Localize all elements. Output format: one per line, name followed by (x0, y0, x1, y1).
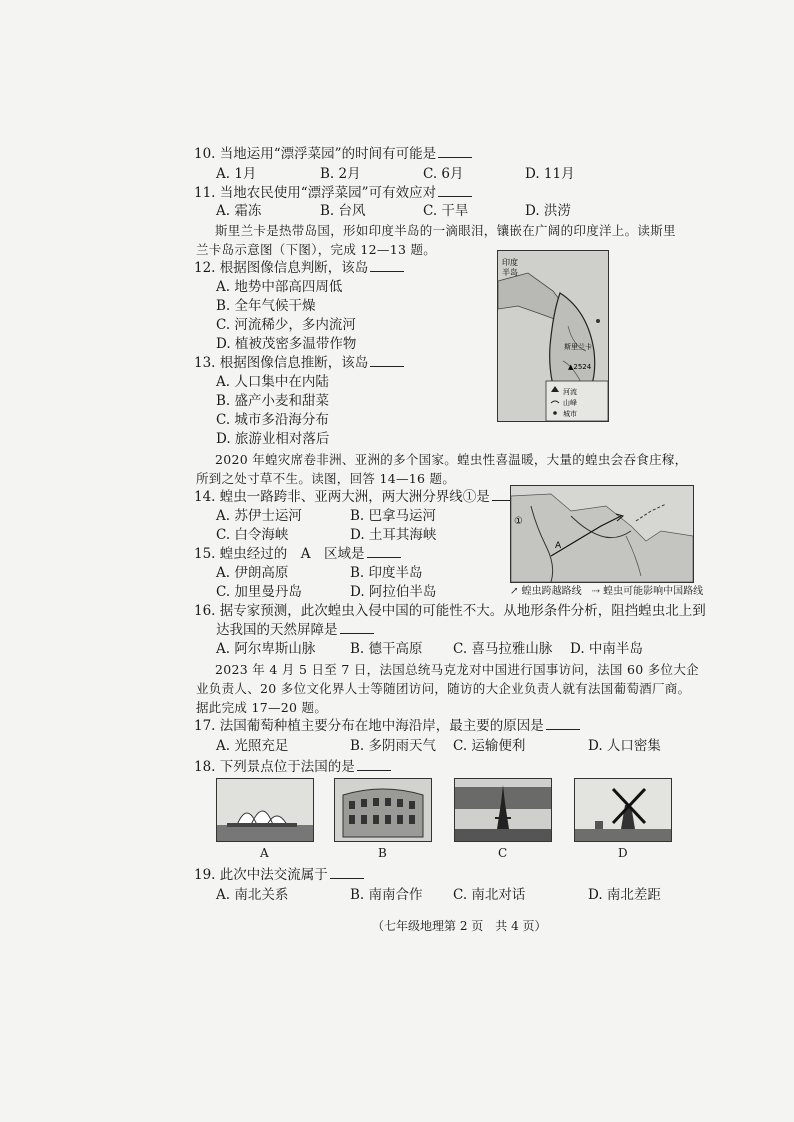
landmark-label-c: C (498, 846, 508, 860)
answer-blank[interactable] (367, 545, 401, 558)
q10-option-c[interactable]: C. 6月 (423, 166, 464, 182)
question-17-stem: 17. 法国葡萄种植主要分布在地中海沿岸，最主要的原因是 (194, 717, 580, 735)
q13-option-a[interactable]: A. 人口集中在内陆 (216, 374, 329, 390)
landmark-image-eiffel-tower[interactable] (454, 778, 552, 842)
question-14-stem: 14. 蝗虫一路跨非、亚两大洲，两大洲分界线①是 (194, 488, 526, 506)
answer-blank[interactable] (370, 354, 404, 367)
q17-option-d[interactable]: D. 人口密集 (588, 738, 661, 754)
q10-option-d[interactable]: D. 11月 (525, 166, 575, 182)
label-peak: ▲2524 (568, 363, 592, 371)
q14-option-a[interactable]: A. 苏伊士运河 (216, 508, 302, 524)
label-city: 斯里兰卡 (564, 343, 592, 351)
question-18-stem: 18. 下列景点位于法国的是 (194, 758, 391, 776)
locust-map-legend: ↗ 蝗虫跨越路线 ⇢ 蝗虫可能影响中国路线 (510, 586, 704, 597)
intro-france-line2: 业负责人、20 多位文化界人士等随团访问，随访的大企业负责人就有法国葡萄酒厂商。 (196, 681, 691, 696)
question-16-line1: 16. 据专家预测，此次蝗虫入侵中国的可能性不大。从地形条件分析，阻挡蝗虫北上到 (194, 603, 706, 619)
q17-option-b[interactable]: B. 多阴雨天气 (350, 738, 437, 754)
question-10-stem: 10. 当地运用“漂浮菜园”的时间有可能是 (194, 145, 472, 163)
q11-option-c[interactable]: C. 干旱 (423, 203, 469, 219)
landmark-image-opera-house[interactable] (216, 778, 314, 842)
label-region-a: A (555, 541, 562, 551)
q13-option-b[interactable]: B. 盛产小麦和甜菜 (216, 393, 330, 409)
question-19-stem: 19. 此次中法交流属于 (194, 866, 364, 884)
landmark-label-d: D (618, 846, 628, 860)
question-15-stem: 15. 蝗虫经过的 A 区域是 (194, 545, 401, 563)
label-peninsula: 半岛 (502, 268, 518, 277)
page-footer: （七年级地理第 2 页 共 4 页） (372, 919, 547, 933)
q13-option-d[interactable]: D. 旅游业相对落后 (216, 431, 330, 447)
intro-srilanka-line2: 兰卡岛示意图（下图），完成 12—13 题。 (196, 242, 437, 257)
answer-blank[interactable] (438, 184, 472, 197)
q16-option-b[interactable]: B. 德干高原 (350, 641, 423, 657)
intro-france-line1: 2023 年 4 月 5 日至 7 日，法国总统马克龙对中国进行国事访问，法国 60 多位大企 (215, 662, 699, 677)
intro-france-line3: 据此完成 17—20 题。 (196, 700, 328, 715)
q19-option-a[interactable]: A. 南北关系 (216, 887, 289, 903)
q12-option-c[interactable]: C. 河流稀少，多内流河 (216, 317, 356, 333)
question-16-line2: 达我国的天然屏障是 (216, 621, 374, 639)
answer-blank[interactable] (357, 758, 391, 771)
question-13-stem: 13. 根据图像信息推断，该岛 (194, 354, 404, 372)
q17-option-a[interactable]: A. 光照充足 (216, 738, 289, 754)
legend-mountain-label: 山峰 (563, 399, 577, 407)
q12-option-a[interactable]: A. 地势中部高四周低 (216, 279, 343, 295)
q15-option-b[interactable]: B. 印度半岛 (350, 565, 423, 581)
intro-locust-line1: 2020 年蝗灾席卷非洲、亚洲的多个国家。蝗虫性喜温暖，大量的蝗虫会吞食庄稼， (215, 452, 688, 467)
q12-option-d[interactable]: D. 植被茂密多温带作物 (216, 336, 357, 352)
locust-route-map (510, 485, 694, 583)
q19-option-b[interactable]: B. 南南合作 (350, 887, 423, 903)
q15-option-c[interactable]: C. 加里曼丹岛 (216, 584, 302, 600)
q10-option-a[interactable]: A. 1月 (216, 166, 257, 182)
legend-dashed-arrow-icon: ⇢ (591, 586, 600, 597)
sri-lanka-map (497, 250, 609, 422)
answer-blank[interactable] (438, 145, 472, 158)
q11-option-a[interactable]: A. 霜冻 (216, 203, 262, 219)
q15-option-d[interactable]: D. 阿拉伯半岛 (350, 584, 437, 600)
marker-1: ① (514, 516, 523, 527)
legend-city-label: 城市 (563, 410, 577, 418)
question-12-stem: 12. 根据图像信息判断，该岛 (194, 259, 404, 277)
landmark-label-a: A (260, 846, 269, 860)
landmark-label-b: B (378, 846, 387, 860)
legend-arrow-icon: ↗ (510, 586, 519, 597)
q14-option-c[interactable]: C. 白令海峡 (216, 527, 289, 543)
q14-option-b[interactable]: B. 巴拿马运河 (350, 508, 437, 524)
q15-option-a[interactable]: A. 伊朗高原 (216, 565, 289, 581)
q17-option-c[interactable]: C. 运输便利 (453, 738, 526, 754)
legend-river-label: 河流 (563, 388, 577, 396)
intro-locust-line2: 所到之处寸草不生。读图，回答 14—16 题。 (196, 471, 456, 486)
answer-blank[interactable] (370, 259, 404, 272)
landmark-image-colosseum[interactable] (334, 778, 432, 842)
label-india: 印度 (502, 258, 518, 267)
landmark-image-windmill[interactable] (574, 778, 672, 842)
q14-option-d[interactable]: D. 土耳其海峡 (350, 527, 437, 543)
q12-option-b[interactable]: B. 全年气候干燥 (216, 298, 316, 314)
q11-option-d[interactable]: D. 洪涝 (525, 203, 571, 219)
q16-option-d[interactable]: D. 中南半岛 (570, 641, 643, 657)
q13-option-c[interactable]: C. 城市多沿海分布 (216, 412, 329, 428)
q19-option-c[interactable]: C. 南北对话 (453, 887, 526, 903)
answer-blank[interactable] (340, 621, 374, 634)
intro-srilanka-line1: 斯里兰卡是热带岛国，形如印度半岛的一滴眼泪，镶嵌在广阔的印度洋上。读斯里 (215, 223, 676, 238)
q10-option-b[interactable]: B. 2月 (320, 166, 361, 182)
q11-option-b[interactable]: B. 台风 (320, 203, 366, 219)
answer-blank[interactable] (546, 717, 580, 730)
q19-option-d[interactable]: D. 南北差距 (588, 887, 661, 903)
q16-option-a[interactable]: A. 阿尔卑斯山脉 (216, 641, 316, 657)
q16-option-c[interactable]: C. 喜马拉雅山脉 (453, 641, 553, 657)
answer-blank[interactable] (330, 866, 364, 879)
question-11-stem: 11. 当地农民使用“漂浮菜园”可有效应对 (194, 184, 472, 202)
